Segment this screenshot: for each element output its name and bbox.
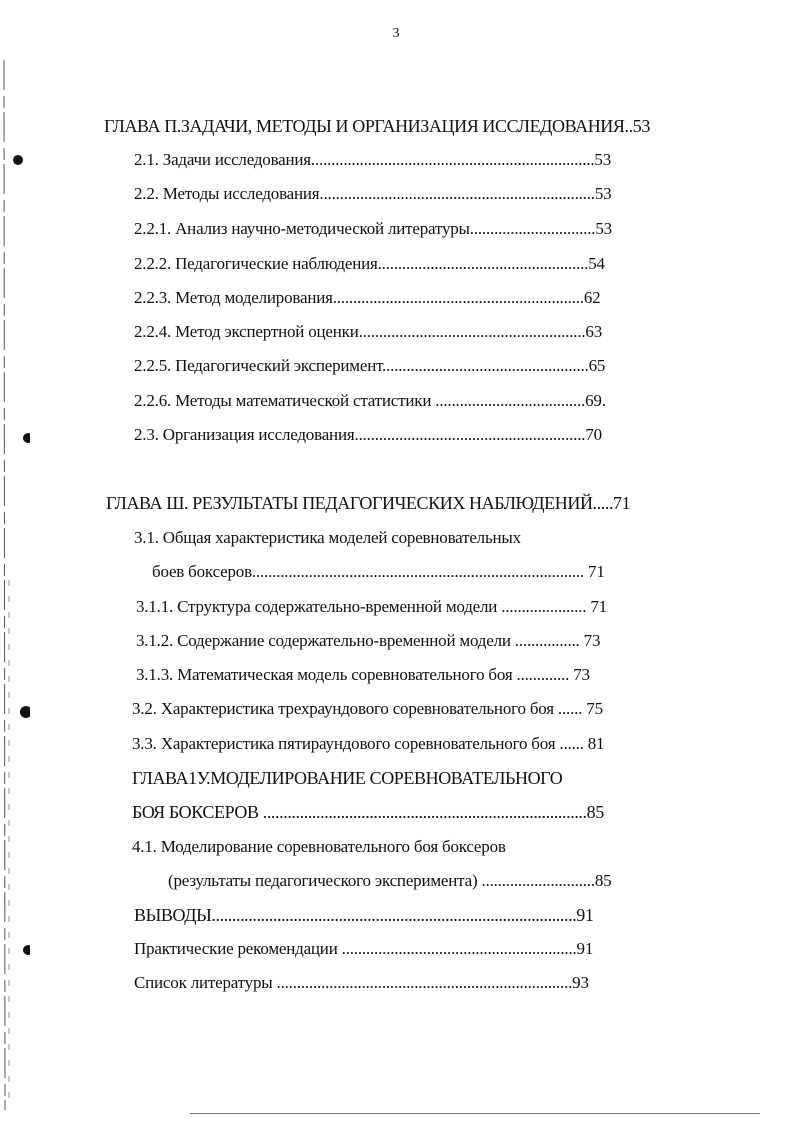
toc-entry-2-2: 2.2. Методы исследования....................................................................53 (134, 184, 612, 203)
toc-entry-2-2-5: 2.2.5. Педагогический эксперимент...................................................65 (134, 356, 606, 375)
toc-entry-4-1-cont: (результаты педагогического эксперимента) ............................85 (168, 871, 612, 890)
toc-entry-2-2-1: 2.2.1. Анализ научно-методической литературы...............................53 (134, 219, 612, 238)
toc-entry-3-3: 3.3. Характеристика пятираундового соревновательного боя ...... 81 (132, 734, 605, 753)
toc-entry-3-1: 3.1. Общая характеристика моделей соревновательных (134, 528, 521, 547)
toc-chapter-2: ГЛАВА П.ЗАДАЧИ, МЕТОДЫ И ОРГАНИЗАЦИЯ ИССЛЕДОВАНИЯ..53 (104, 116, 650, 136)
toc-entry-3-2: 3.2. Характеристика трехраундового соревновательного боя ...... 75 (132, 699, 603, 718)
toc-entry-2-3: 2.3. Организация исследования.........................................................70 (134, 425, 602, 444)
toc-entry-3-1-cont: боев боксеров.................................................................................. 71 (152, 562, 605, 581)
toc-entry-2-2-2: 2.2.2. Педагогические наблюдения....................................................54 (134, 254, 605, 273)
toc-recommendations: Практические рекомендации ..........................................................91 (134, 939, 594, 958)
toc-entry-2-1: 2.1. Задачи исследования......................................................................53 (134, 150, 612, 169)
toc-references: Список литературы .........................................................................93 (134, 973, 589, 992)
toc-chapter-3: ГЛАВА Ш. РЕЗУЛЬТАТЫ ПЕДАГОГИЧЕСКИХ НАБЛЮДЕНИЙ.....71 (106, 493, 631, 513)
toc-entry-3-1-3: 3.1.3. Математическая модель соревновательного боя ............. 73 (136, 665, 590, 684)
toc-entry-2-2-4: 2.2.4. Метод экспертной оценки........................................................63 (134, 322, 603, 341)
bottom-rule (190, 1113, 760, 1114)
page-number: 3 (392, 26, 400, 41)
toc-entry-3-1-2: 3.1.2. Содержание содержательно-временной модели ................ 73 (136, 631, 601, 650)
toc-chapter-4: ГЛАВА1У.МОДЕЛИРОВАНИЕ СОРЕВНОВАТЕЛЬНОГО (132, 768, 563, 788)
toc-entry-3-1-1: 3.1.1. Структура содержательно-временной модели ..................... 71 (136, 597, 607, 616)
toc-conclusions: ВЫВОДЫ.........................................................................................91 (134, 905, 594, 925)
toc-entry-4-1: 4.1. Моделирование соревновательного боя боксеров (132, 837, 506, 856)
toc-entry-2-2-6: 2.2.6. Методы математической статистики .....................................69. (134, 391, 606, 410)
toc-entry-2-2-3: 2.2.3. Метод моделирования..............................................................62 (134, 288, 601, 307)
toc-chapter-4-cont: БОЯ БОКСЕРОВ ...............................................................................85 (132, 802, 604, 822)
scan-edge-artifacts (0, 0, 30, 1124)
